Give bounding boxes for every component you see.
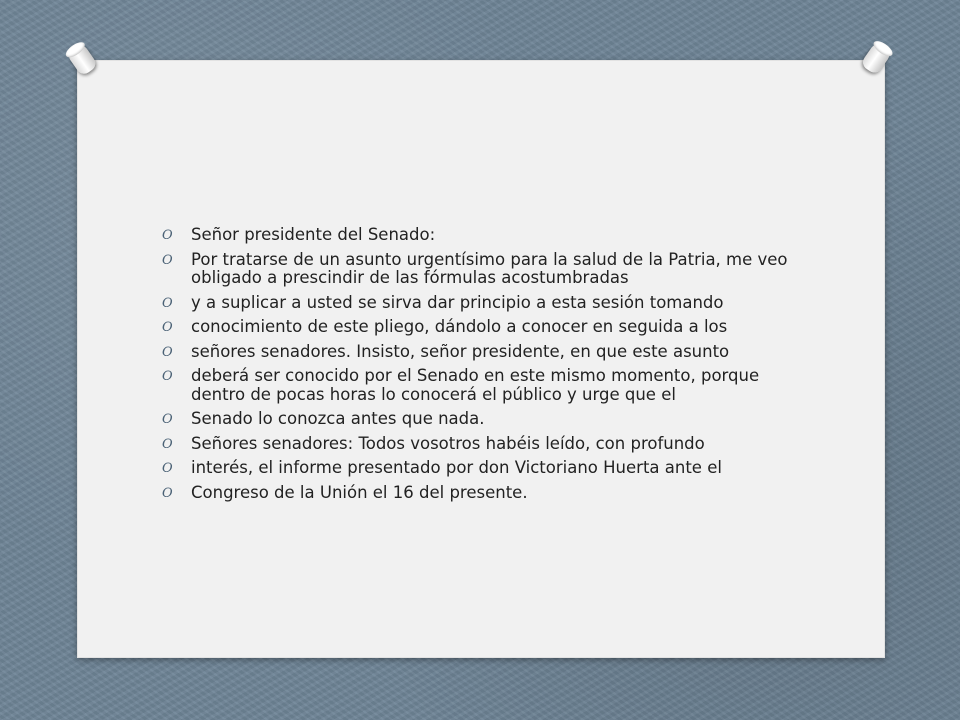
bullet-item	[162, 226, 802, 245]
bullet-text: Congreso de la Unión el 16 del presente.	[191, 482, 528, 502]
bullet-text: interés, el informe presentado por don Victoriano Huerta ante el	[191, 458, 722, 477]
bullet-icon: O	[162, 485, 173, 501]
bullet-list	[162, 226, 802, 508]
bullet-text: señores senadores. Insisto, señor presidente, en que este asunto	[191, 341, 730, 361]
bullet-item	[162, 459, 802, 478]
bullet-item	[162, 343, 802, 362]
bullet-item	[162, 435, 802, 454]
bullet-icon: O	[162, 369, 173, 384]
bullet-icon: O	[162, 252, 173, 268]
bullet-item	[162, 318, 802, 337]
bullet-item	[162, 367, 802, 404]
bullet-text: deberá ser conocido por el Senado en este mismo momento, porque dentro de pocas horas lo conocerá el público y urge que el	[191, 366, 760, 404]
bullet-icon: O	[162, 228, 173, 243]
bullet-item	[162, 251, 802, 288]
bullet-text: Señores senadores: Todos vosotros habéis leído, con profundo	[191, 433, 705, 453]
bullet-icon: O	[162, 320, 173, 335]
bullet-icon: O	[162, 295, 173, 311]
bullet-text: y a suplicar a usted se sirva dar principio a esta sesión tomando	[191, 292, 724, 312]
bullet-icon: O	[162, 412, 173, 427]
bullet-text: Señor presidente del Senado:	[191, 225, 436, 244]
bullet-item	[162, 484, 802, 503]
bullet-item	[162, 410, 802, 429]
bullet-icon: O	[162, 461, 173, 476]
bullet-text: Senado lo conozca antes que nada.	[191, 409, 485, 428]
bullet-item	[162, 294, 802, 313]
bullet-text: Por tratarse de un asunto urgentísimo para la salud de la Patria, me veo obligado a prescindir de las fórmulas acostumbradas	[191, 249, 788, 287]
bullet-icon: O	[162, 436, 173, 452]
bullet-icon: O	[162, 344, 173, 360]
bullet-text: conocimiento de este pliego, dándolo a conocer en seguida a los	[191, 317, 728, 336]
